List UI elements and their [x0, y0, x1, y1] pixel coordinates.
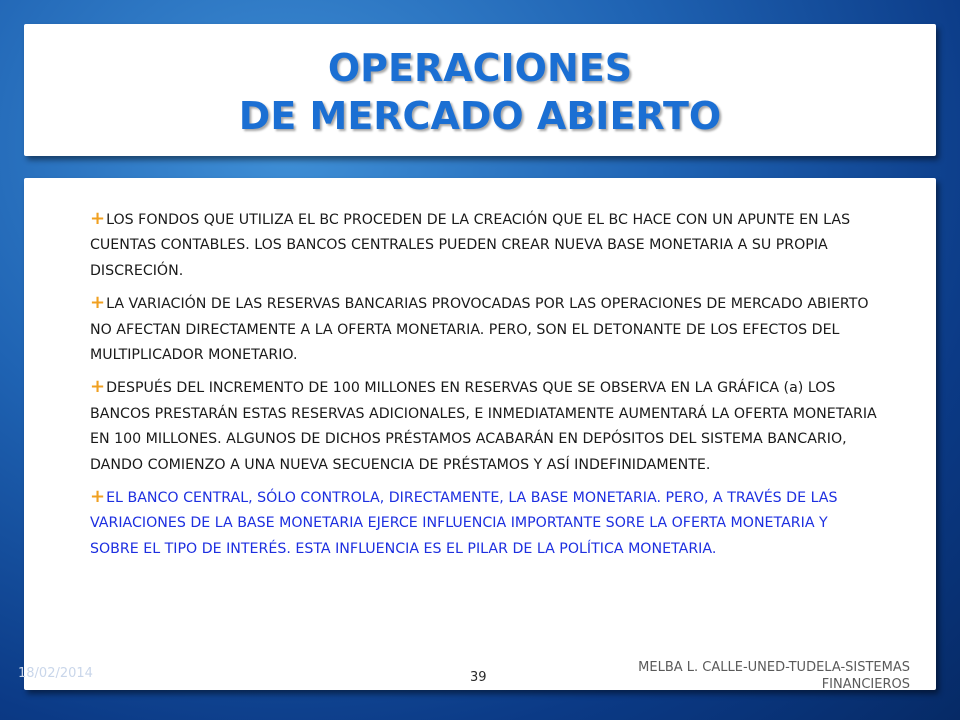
- bullet-item: [90, 374, 880, 478]
- footer-author: MELBA L. CALLE-UNED-TUDELA-SISTEMAS FINANCIEROS: [638, 660, 910, 692]
- bullet-item: [90, 206, 880, 284]
- bullet-item: [90, 290, 880, 368]
- bullet-text: LOS FONDOS QUE UTILIZA EL BC PROCEDEN DE LA CREACIÓN QUE EL BC HACE CON UN APUNTE EN LAS CUENTAS CONTABLES. LOS BANCOS CENTRALES PUEDEN CREAR NUEVA BASE MONETARIA A SU PROPIA DISCRECIÓN.: [90, 212, 851, 279]
- plus-bullet-icon: +: [90, 292, 106, 314]
- bullet-text: EL BANCO CENTRAL, SÓLO CONTROLA, DIRECTAMENTE, LA BASE MONETARIA. PERO, A TRAVÉS DE LAS VARIACIONES DE LA BASE MONETARIA EJERCE INFLUENCIA IMPORTANTE SORE LA OFERTA MONETARIA Y SOBRE EL TIPO DE INTERÉS. ESTA INFLUENCIA ES EL PILAR DE LA POLÍTICA MONETARIA.: [90, 490, 838, 557]
- title-box: [24, 24, 936, 156]
- content-box: [24, 178, 936, 690]
- plus-bullet-icon: +: [90, 208, 106, 229]
- page-number: 39: [470, 670, 487, 685]
- bullet-list: [90, 206, 880, 568]
- footer-date: 18/02/2014: [18, 666, 93, 681]
- slide-title-line-2: DE MERCADO ABIERTO: [238, 94, 722, 138]
- bullet-item-highlight: [90, 484, 880, 562]
- slide-title-line-1: OPERACIONES: [327, 46, 633, 90]
- plus-bullet-icon: +: [90, 376, 106, 398]
- bullet-text: LA VARIACIÓN DE LAS RESERVAS BANCARIAS PROVOCADAS POR LAS OPERACIONES DE MERCADO ABIERTO NO AFECTAN DIRECTAMENTE A LA OFERTA MONETARIA. PERO, SON EL DETONANTE DE LOS EFECTOS DEL MULTIPLICADOR MONETARIO.: [90, 296, 869, 364]
- bullet-text: DESPUÉS DEL INCREMENTO DE 100 MILLONES EN RESERVAS QUE SE OBSERVA EN LA GRÁFICA (a) LOS BANCOS PRESTARÁN ESTAS RESERVAS ADICIONALES, E INMEDIATAMENTE AUMENTARÁ LA OFERTA MONETARIA EN 100 MILLONES. ALGUNOS DE DICHOS PRÉSTAMOS ACABARÁN EN DEPÓSITOS DEL SISTEMA BANCARIO, DANDO COMIENZO A UNA NUEVA SECUENCIA DE PRÉSTAMOS Y ASÍ INDEFINIDAMENTE.: [90, 380, 877, 473]
- plus-bullet-icon: +: [90, 486, 106, 508]
